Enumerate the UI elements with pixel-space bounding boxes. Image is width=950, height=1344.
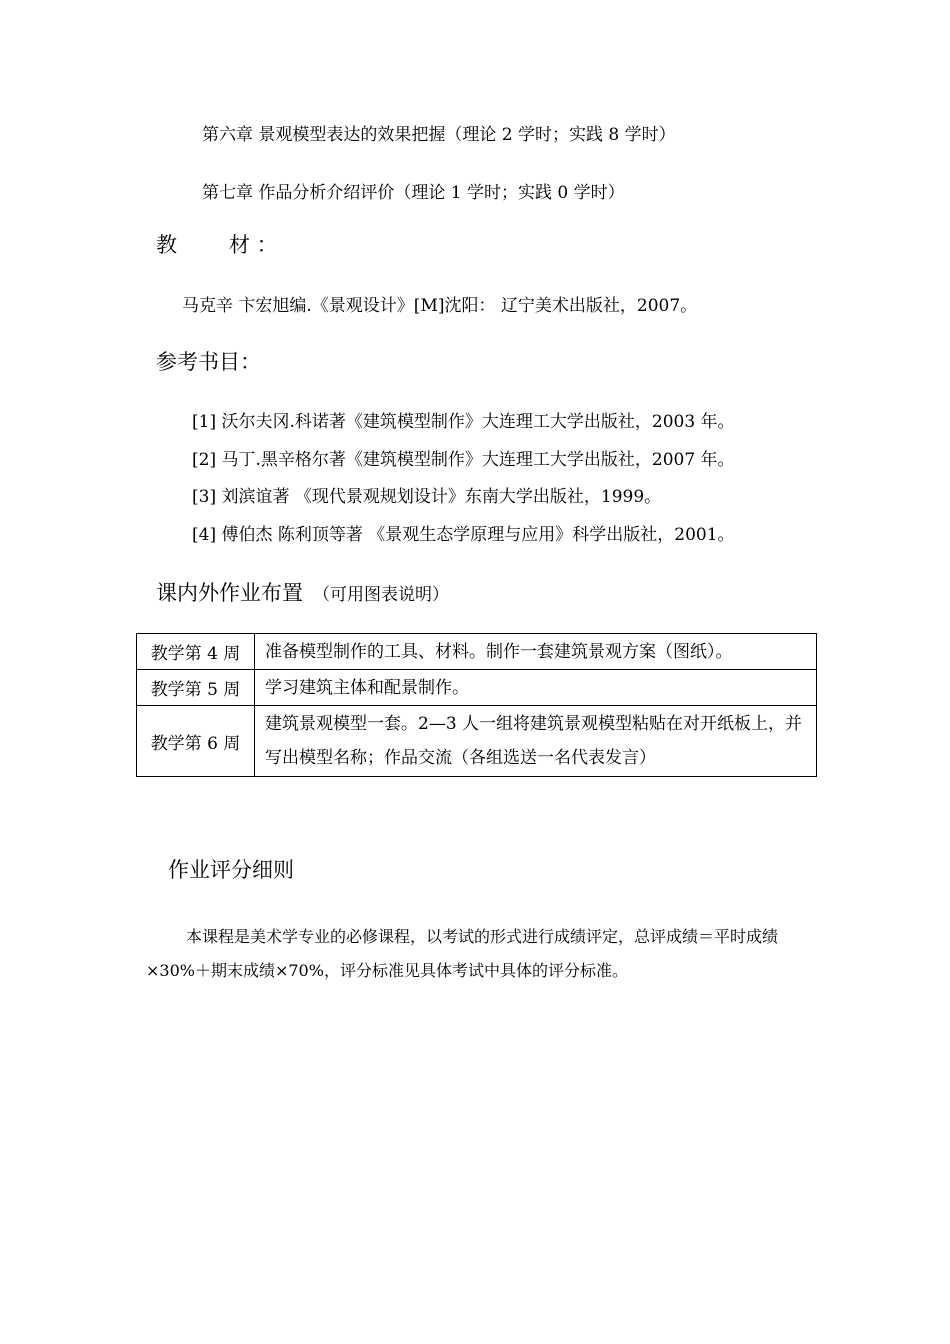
homework-heading: [156, 580, 449, 608]
grading-heading: 作业评分细则: [168, 858, 294, 882]
table-row: [137, 634, 817, 670]
table-row: [137, 670, 817, 706]
homework-table: [136, 633, 817, 777]
week-cell: 教学第 5 周: [137, 670, 255, 706]
grading-text: 本课程是美术学专业的必修课程，以考试的形式进行成绩评定，总评成绩＝平时成绩×30%＋期末成绩×70%，评分标准见具体考试中具体的评分标准。: [146, 927, 779, 980]
reference-item-3: [3] 刘滨谊著 《现代景观规划设计》东南大学出版社，1999。: [192, 487, 662, 507]
week-cell: 教学第 6 周: [137, 706, 255, 777]
reference-item-4: [4] 傅伯杰 陈利顶等著 《景观生态学原理与应用》科学出版社，2001。: [192, 525, 735, 545]
chapter-6: 第六章 景观模型表达的效果把握（理论 2 学时；实践 8 学时）: [202, 125, 676, 145]
reference-item-1: [1] 沃尔夫冈.科诺著《建筑模型制作》大连理工大学出版社，2003 年。: [192, 412, 735, 432]
table-row: [137, 706, 817, 777]
chapter-7: 第七章 作品分析介绍评价（理论 1 学时；实践 0 学时）: [202, 183, 625, 203]
textbook-entry: 马克辛 卞宏旭编.《景观设计》[M]沈阳： 辽宁美术出版社，2007。: [182, 296, 698, 316]
homework-heading-note: （可用图表说明）: [313, 585, 449, 605]
content-cell: 准备模型制作的工具、材料。制作一套建筑景观方案（图纸）。: [255, 634, 817, 670]
week-cell: 教学第 4 周: [137, 634, 255, 670]
content-cell: 学习建筑主体和配景制作。: [255, 670, 817, 706]
homework-heading-title: 课内外作业布置: [156, 581, 303, 605]
textbook-heading-left: 教: [156, 233, 177, 257]
references-heading: 参考书目：: [156, 350, 261, 374]
reference-item-2: [2] 马丁.黑辛格尔著《建筑模型制作》大连理工大学出版社，2007 年。: [192, 450, 735, 470]
textbook-heading-right: 材 ：: [229, 233, 278, 257]
textbook-heading: [156, 232, 278, 258]
content-cell: 建筑景观模型一套。2—3 人一组将建筑景观模型粘贴在对开纸板上，并写出模型名称；作品交流（各组选送一名代表发言）: [255, 706, 817, 777]
